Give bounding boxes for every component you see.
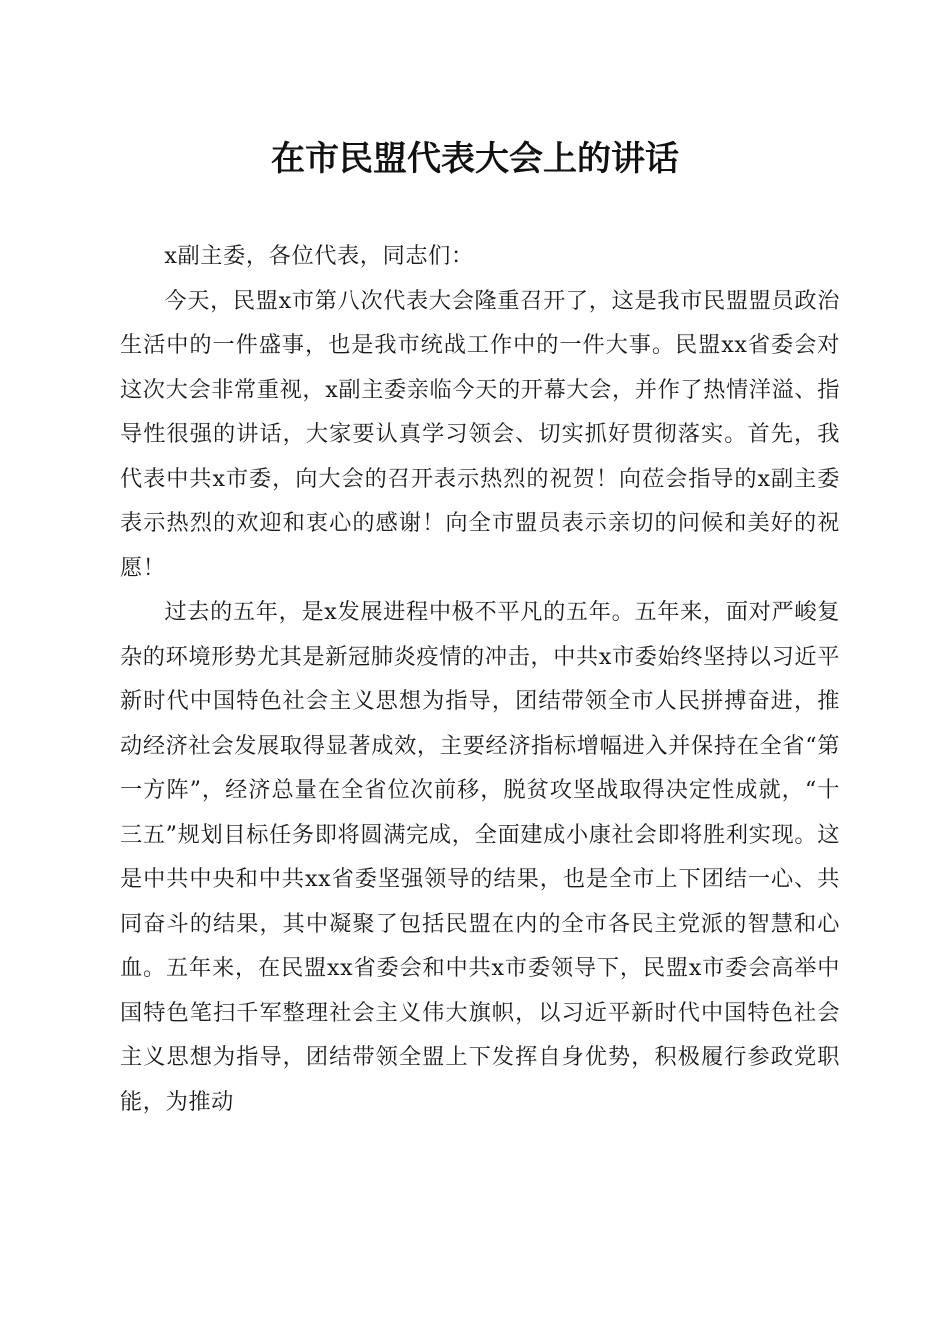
document-title: 在市民盟代表大会上的讲话 (271, 139, 679, 179)
paragraph: 今天，民盟x市第八次代表大会隆重召开了，这是我市民盟盟员政治生活中的一件盛事，也是我市统战工作中的一件大事。民盟xx省委会对这次大会非常重视，x副主委亲临今天的开幕大会，并作了热情洋溢、指导性很强的讲话，大家要认真学习领会、切实抓好贯彻落实。首先，我代表中共x市委，向大会的召开表示热烈的祝贺！向莅会指导的x副主委表示热烈的欢迎和衷心的感谢！向全市盟员表示亲切的问候和美好的祝愿！ (120, 287, 840, 581)
salutation: x副主委，各位代表，同志们： (164, 243, 474, 269)
paragraph: 过去的五年，是x发展进程中极不平凡的五年。五年来，面对严峻复杂的环境形势尤其是新冠肺炎疫情的冲击，中共x市委始终坚持以习近平新时代中国特色社会主义思想为指导，团结带领全市人民拼搏奋进，推动经济社会发展取得显著成效，主要经济指标增幅进入并保持在全省“第一方阵”，经济总量在全省位次前移，脱贫攻坚战取得决定性成就，“十三五”规划目标任务即将圆满完成，全面建成小康社会即将胜利实现。这是中共中央和中共xx省委坚强领导的结果，也是全市上下团结一心、共同奋斗的结果，其中凝聚了包括民盟在内的全市各民主党派的智慧和心血。五年来，在民盟xx省委会和中共x市委领导下，民盟x市委会高举中国特色笔扫千军整理社会主义伟大旗帜，以习近平新时代中国特色社会主义思想为指导，团结带领全盟上下发挥自身优势，积极履行参政党职能，为推动 (120, 599, 840, 1115)
document-body (120, 234, 840, 1124)
